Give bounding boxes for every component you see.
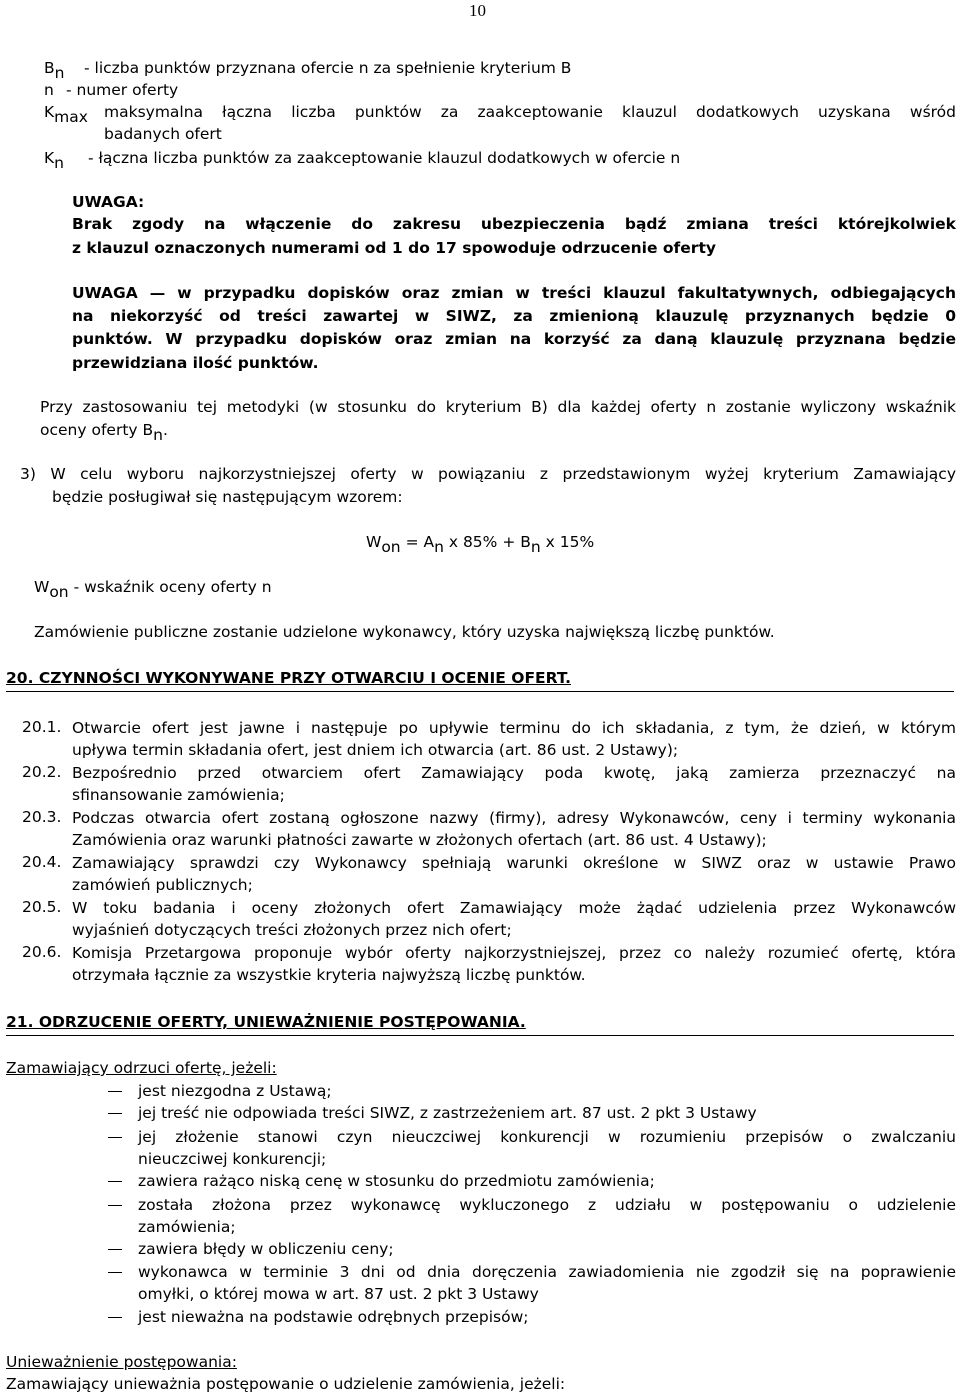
section-21-heading: 21. ODRZUCENIE OFERTY, UNIEWAŻNIENIE POSTĘPOWANIA. bbox=[6, 1013, 954, 1031]
warning-title: UWAGA: bbox=[72, 193, 145, 211]
warning-2-line-3: punktów. W przypadku dopisków oraz zmian na korzyść za daną klauzulę przyznana będzie bbox=[72, 330, 956, 348]
list-item: Komisja Przetargowa proponuje wybór oferty najkorzystniejszej, przez co należy rozumieć ofertę, która otrzymała łącznie za wszystkie kryteria najwyższą liczbę punktów. bbox=[72, 944, 956, 984]
list-item: Otwarcie ofert jest jawne i następuje po upływie terminu do ich składania, z tym, że dzień, w którym upływa termin składania ofert, jest dniem ich otwarcia (art. 86 ust. 2 Ustawy); bbox=[72, 719, 956, 759]
point-3-line-2: będzie posługiwał się następującym wzorem: bbox=[52, 488, 403, 506]
list-item: W toku badania i oceny złożonych ofert Zamawiający może żądać udzielenia przez Wykonawców wyjaśnień dotyczących treści złożonych przez nich ofert; bbox=[72, 899, 956, 939]
bullet-item: wykonawca w terminie 3 dni od dnia doręczenia zawiadomienia nie zgodził się na poprawienie omyłki, o której mowa w art. 87 ust. 2 pkt 3 Ustawy bbox=[138, 1263, 956, 1303]
award-statement: Zamówienie publiczne zostanie udzielone wykonawcy, który uzyska największą liczbę punktów. bbox=[34, 623, 775, 641]
page-number: 10 bbox=[469, 1, 486, 20]
item-number: 20.4. bbox=[22, 853, 62, 871]
dash-bullet bbox=[108, 1181, 122, 1182]
warning-1-line-2: z klauzul oznaczonych numerami od 1 do 17 spowoduje odrzucenie oferty bbox=[72, 239, 716, 257]
section-20-rule bbox=[6, 691, 954, 692]
annul-text: Zamawiający unieważnia postępowanie o udzielenie zamówienia, jeżeli: bbox=[6, 1375, 566, 1393]
section-20-heading: 20. CZYNNOŚCI WYKONYWANE PRZY OTWARCIU I OCENIE OFERT. bbox=[6, 669, 954, 687]
reject-title: Zamawiający odrzuci ofertę, jeżeli: bbox=[6, 1059, 277, 1077]
n-symbol: n bbox=[44, 81, 54, 99]
dash-bullet bbox=[108, 1272, 122, 1273]
dash-bullet bbox=[108, 1113, 122, 1114]
method-line-2: oceny oferty $B_n$. bbox=[40, 421, 168, 444]
method-line-1: Przy zastosowaniu tej metodyki (w stosunku do kryterium B) dla każdej oferty n zostanie wyliczony wskaźnik bbox=[40, 398, 956, 416]
bullet-item: jej złożenie stanowi czyn nieuczciwej konkurencji w rozumieniu przepisów o zwalczaniu nieuczciwej konkurencji; bbox=[138, 1128, 956, 1168]
dash-bullet bbox=[108, 1091, 122, 1092]
warning-2-line-1: UWAGA — w przypadku dopisków oraz zmian w treści klauzul fakultatywnych, odbiegających bbox=[72, 284, 956, 302]
item-number: 20.1. bbox=[22, 718, 62, 736]
kmax-symbol: $K_{max}$ bbox=[44, 103, 88, 126]
bullet-item: jej treść nie odpowiada treści SIWZ, z zastrzeżeniem art. 87 ust. 2 pkt 3 Ustawy bbox=[138, 1104, 757, 1122]
item-number: 20.5. bbox=[22, 898, 62, 916]
warning-1-line-1: Brak zgody na włączenie do zakresu ubezpieczenia bądź zmiana treści którejkolwiek bbox=[72, 215, 956, 233]
dash-bullet bbox=[108, 1137, 122, 1138]
list-item: Zamawiający sprawdzi czy Wykonawcy spełniają warunki określone w SIWZ oraz w ustawie Prawo zamówień publicznych; bbox=[72, 854, 956, 894]
bullet-item: jest nieważna na podstawie odrębnych przepisów; bbox=[138, 1308, 529, 1326]
kn-definition: - łączna liczba punktów za zaakceptowanie klauzul dodatkowych w ofercie n bbox=[88, 149, 681, 167]
won-definition: $W_{on}$ - wskaźnik oceny oferty n bbox=[34, 578, 272, 601]
item-number: 20.6. bbox=[22, 943, 62, 961]
item-number: 20.2. bbox=[22, 763, 62, 781]
kmax-definition: maksymalna łączna liczba punktów za zaakceptowanie klauzul dodatkowych uzyskana wśród bbox=[104, 103, 956, 121]
point-3-line-1: 3) W celu wyboru najkorzystniejszej oferty w powiązaniu z przedstawionym wyżej kryterium Zamawiający bbox=[20, 465, 956, 483]
section-21-rule bbox=[6, 1035, 954, 1036]
warning-2-line-4: przewidziana ilość punktów. bbox=[72, 354, 319, 372]
kn-symbol: $K_n$ bbox=[44, 149, 64, 172]
bn-symbol: $B_n$ bbox=[44, 59, 65, 82]
bullet-item: zawiera błędy w obliczeniu ceny; bbox=[138, 1240, 394, 1258]
bullet-item: została złożona przez wykonawcę wykluczonego z udziału w postępowaniu o udzielenie zamówienia; bbox=[138, 1196, 956, 1236]
n-definition: - numer oferty bbox=[66, 81, 179, 99]
formula: $W_{on} = A_n$ x $85\% + B_n$ x 15% bbox=[366, 533, 595, 556]
bullet-item: zawiera rażąco niską cenę w stosunku do przedmiotu zamówienia; bbox=[138, 1172, 655, 1190]
dash-bullet bbox=[108, 1205, 122, 1206]
item-number: 20.3. bbox=[22, 808, 62, 826]
kmax-definition-cont: badanych ofert bbox=[104, 125, 222, 143]
dash-bullet bbox=[108, 1317, 122, 1318]
bn-definition: - liczba punktów przyznana ofercie n za spełnienie kryterium B bbox=[84, 59, 572, 77]
list-item: Bezpośrednio przed otwarciem ofert Zamawiający poda kwotę, jaką zamierza przeznaczyć na sfinansowanie zamówienia; bbox=[72, 764, 956, 804]
annul-title: Unieważnienie postępowania: bbox=[6, 1353, 237, 1371]
warning-2-line-2: na niekorzyść od treści zawartej w SIWZ, za zmienioną klauzulę przyznanych będzie 0 bbox=[72, 307, 956, 325]
bullet-item: jest niezgodna z Ustawą; bbox=[138, 1082, 332, 1100]
list-item: Podczas otwarcia ofert zostaną ogłoszone nazwy (firmy), adresy Wykonawców, ceny i terminy wykonania Zamówienia oraz warunki płatności zawarte w złożonych ofertach (art. 86 ust. 4 Ustawy); bbox=[72, 809, 956, 849]
dash-bullet bbox=[108, 1249, 122, 1250]
